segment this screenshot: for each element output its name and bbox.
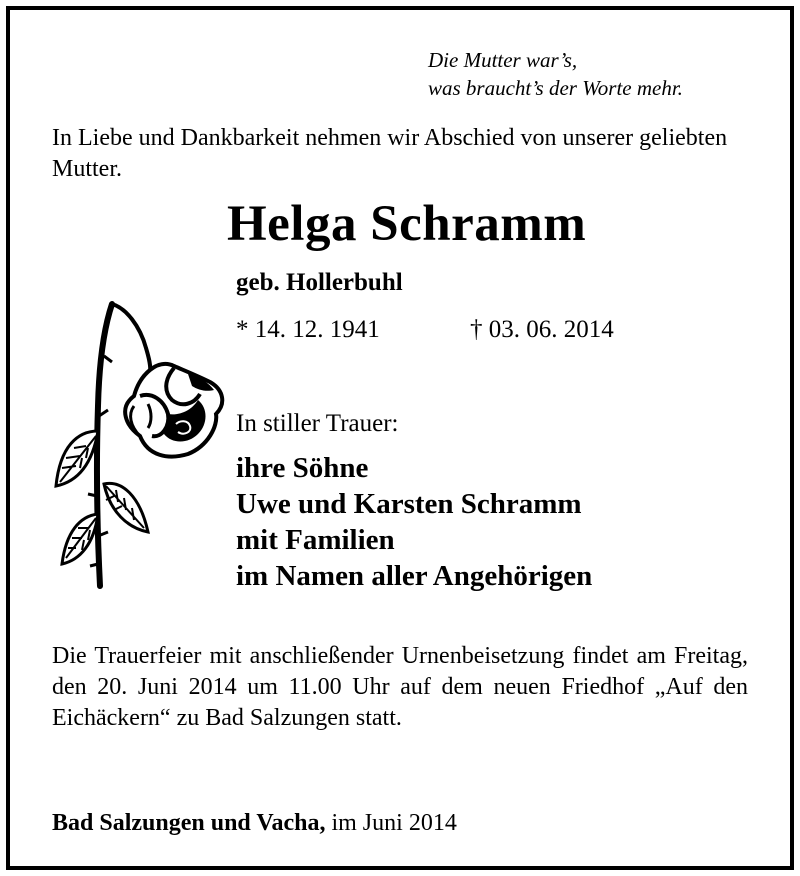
- mourners-list: [236, 450, 592, 594]
- birth-name: geb. Hollerbuhl: [236, 269, 403, 296]
- mourner-line: ihre Söhne: [236, 452, 369, 484]
- mourning-label: In stiller Trauer:: [236, 410, 399, 437]
- mourner-line: Uwe und Karsten Schramm: [236, 488, 582, 520]
- mourner-line: mit Familien: [236, 524, 395, 556]
- motto-line-1: Die Mutter war’s,: [428, 48, 578, 72]
- death-date: † 03. 06. 2014: [470, 316, 614, 343]
- birth-date: * 14. 12. 1941: [236, 316, 380, 343]
- footer-place: Bad Salzungen und Vacha,: [52, 810, 326, 836]
- footer: [52, 808, 457, 839]
- motto-line-2: was braucht’s der Worte mehr.: [428, 76, 683, 100]
- ceremony-text: Die Trauerfeier mit anschließender Urnenbeisetzung findet am Freitag, den 20. Juni 2014 um 11.00 Uhr auf dem neuen Friedhof „Auf den Eichäckern“ zu Bad Salzungen statt.: [52, 643, 748, 731]
- motto: [428, 46, 683, 102]
- rose-icon: [48, 296, 228, 596]
- intro-text: In Liebe und Dankbarkeit nehmen wir Abschied von unserer geliebten Mutter.: [52, 125, 728, 182]
- mourner-line: im Namen aller Angehörigen: [236, 560, 593, 592]
- footer-date: im Juni 2014: [325, 810, 457, 836]
- deceased-name: Helga Schramm: [227, 196, 587, 252]
